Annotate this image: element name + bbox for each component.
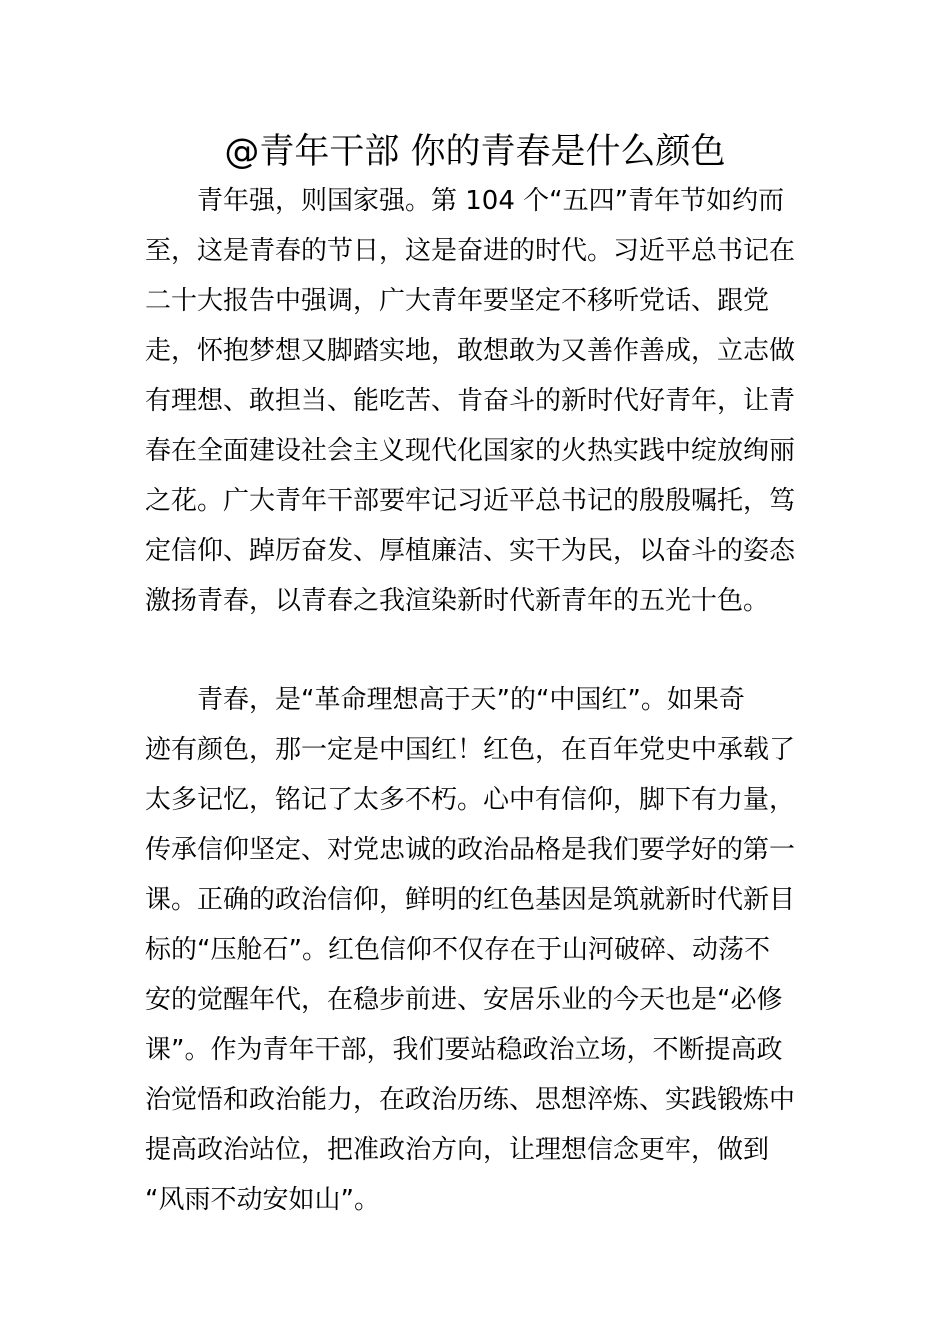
paragraph-line: 课。正确的政治信仰，鲜明的红色基因是筑就新时代新目 xyxy=(145,885,796,915)
paragraph-line: 有理想、敢担当、能吃苦、肯奋斗的新时代好青年，让青 xyxy=(145,386,796,416)
paragraph-line: 至，这是青春的节日，这是奋进的时代。习近平总书记在 xyxy=(145,236,796,266)
paragraph-1 xyxy=(145,176,810,626)
paragraph-line: 之花。广大青年干部要牢记习近平总书记的殷殷嘱托，笃 xyxy=(145,486,796,516)
paragraph-line: 青春，是“革命理想高于天”的“中国红”。如果奇 xyxy=(197,685,745,715)
paragraph-line: 太多记忆，铭记了太多不朽。心中有信仰，脚下有力量， xyxy=(145,785,796,815)
paragraph-line: 定信仰、踔厉奋发、厚植廉洁、实干为民，以奋斗的姿态 xyxy=(145,536,796,566)
paragraph-line: 走，怀抱梦想又脚踏实地，敢想敢为又善作善成，立志做 xyxy=(145,336,796,366)
paragraph-line: 课”。作为青年干部，我们要站稳政治立场，不断提高政 xyxy=(145,1035,783,1065)
paragraph-line: 传承信仰坚定、对党忠诚的政治品格是我们要学好的第一 xyxy=(145,835,796,865)
paragraph-2 xyxy=(145,675,810,1225)
paragraph-line: 提高政治站位，把准政治方向，让理想信念更牢，做到 xyxy=(145,1135,770,1165)
paragraph-line: 治觉悟和政治能力，在政治历练、思想淬炼、实践锻炼中 xyxy=(145,1085,796,1115)
paragraph-line: “风雨不动安如山”。 xyxy=(145,1185,380,1215)
paragraph-line: 标的“压舱石”。红色信仰不仅存在于山河破碎、动荡不 xyxy=(145,935,770,965)
paragraph-line: 安的觉醒年代，在稳步前进、安居乐业的今天也是“必修 xyxy=(145,985,783,1015)
document-title: @青年干部 你的青春是什么颜色 xyxy=(224,132,726,172)
paragraph-line: 二十大报告中强调，广大青年要坚定不移听党话、跟党 xyxy=(145,286,770,316)
paragraph-line: 迹有颜色，那一定是中国红！红色，在百年党史中承载了 xyxy=(145,735,796,765)
paragraph-line: 春在全面建设社会主义现代化国家的火热实践中绽放绚丽 xyxy=(145,436,796,466)
paragraph-line: 青年强，则国家强。第 104 个“五四”青年节如约而 xyxy=(197,186,785,216)
paragraph-line: 激扬青春，以青春之我渲染新时代新青年的五光十色。 xyxy=(145,586,770,616)
